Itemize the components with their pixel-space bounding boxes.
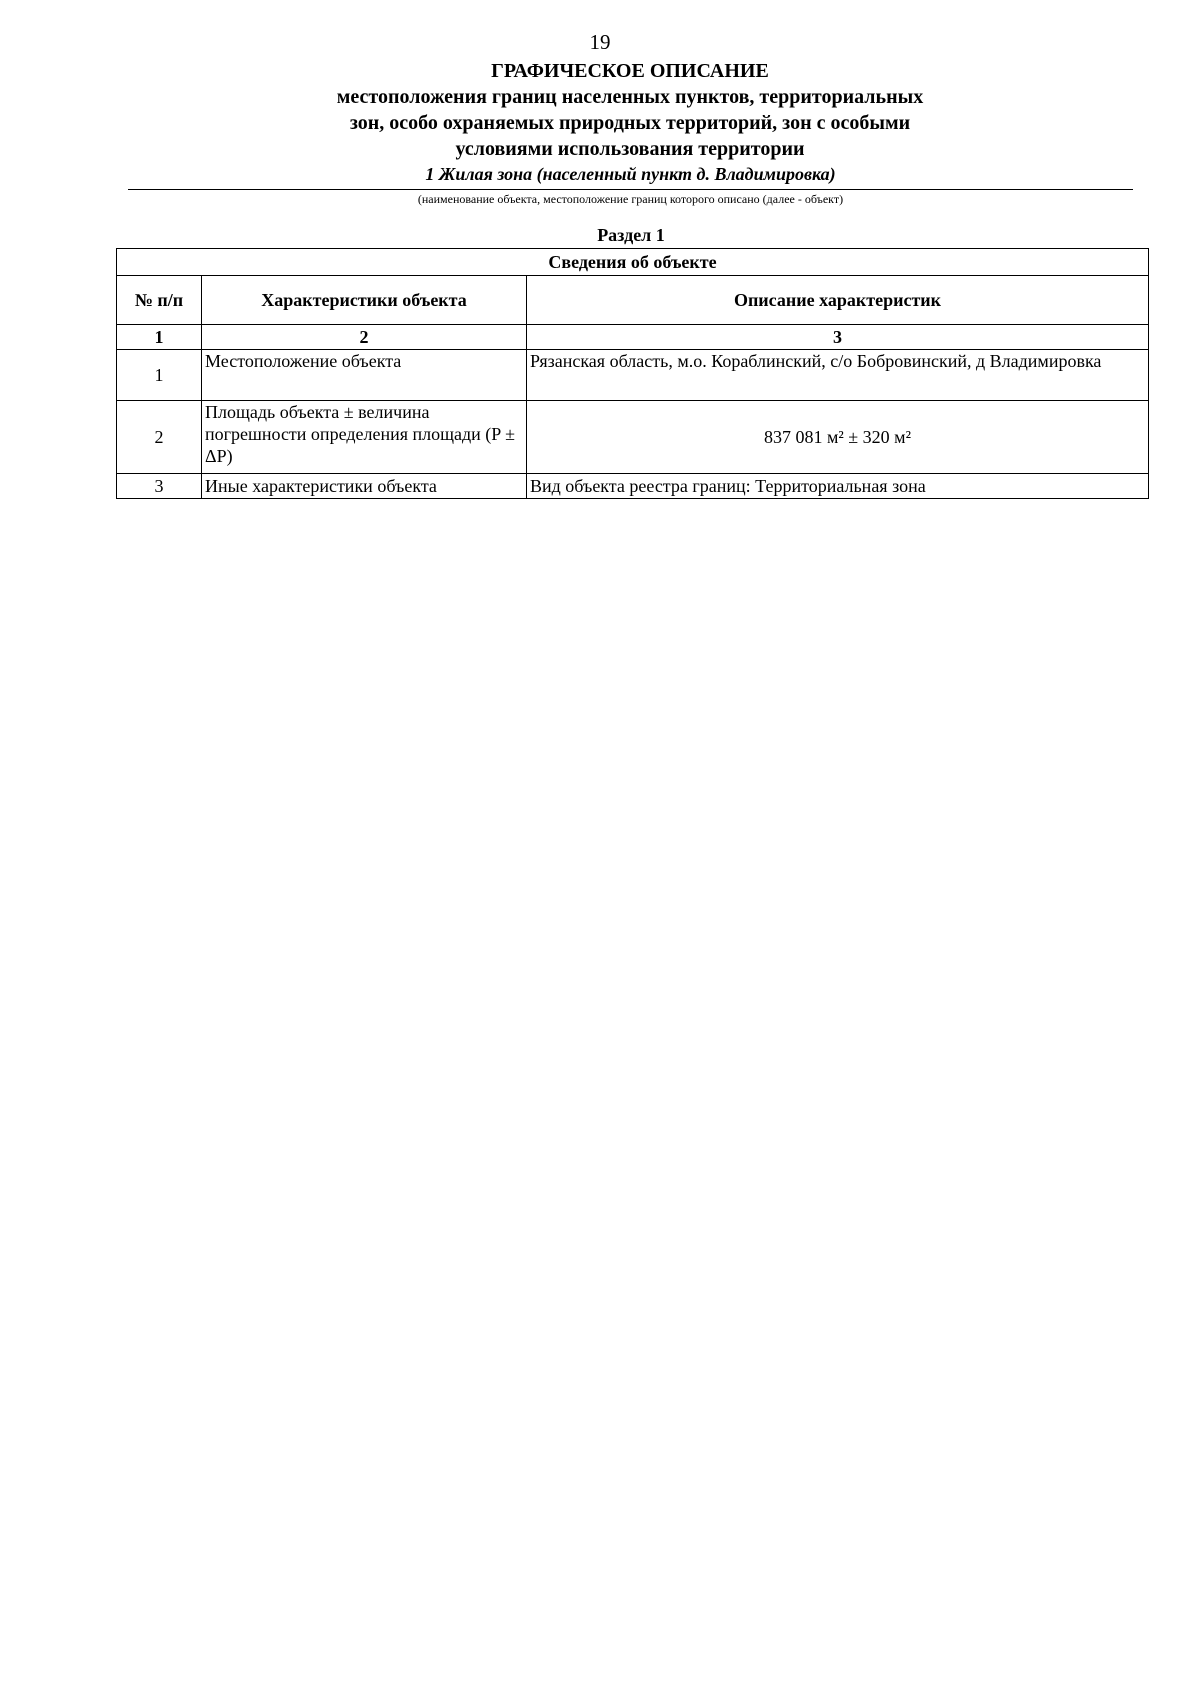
row-description: Вид объекта реестра границ: Территориальная зона: [527, 474, 1149, 499]
title-line-2: местоположения границ населенных пунктов, территориальных: [336, 86, 924, 108]
row-characteristic: Местоположение объекта: [202, 350, 527, 401]
table-header-row: [117, 276, 1149, 325]
table-row: [117, 474, 1149, 499]
title-line-1: ГРАФИЧЕСКОЕ ОПИСАНИЕ: [491, 60, 769, 82]
document-title: [200, 58, 1060, 162]
table-caption-row: [117, 249, 1149, 276]
column-number: 2: [202, 325, 527, 350]
title-line-3: зон, особо охраняемых природных территорий, зон с особыми: [349, 112, 911, 134]
header-num: № п/п: [117, 276, 202, 325]
row-description: 837 081 м² ± 320 м²: [527, 401, 1149, 474]
header-description: Описание характеристик: [527, 276, 1149, 325]
title-line-4: условиями использования территории: [455, 138, 805, 160]
table-row: [117, 401, 1149, 474]
row-description: Рязанская область, м.о. Кораблинский, с/о Бобровинский, д Владимировка: [527, 350, 1149, 401]
object-name-underline: [128, 189, 1133, 190]
object-caption: (наименование объекта, местоположение границ которого описано (далее - объект): [417, 192, 844, 206]
row-characteristic: Площадь объекта ± величина погрешности определения площади (P ± ΔP): [202, 401, 527, 474]
column-number: 3: [527, 325, 1149, 350]
header-characteristic: Характеристики объекта: [202, 276, 527, 325]
row-num: 2: [117, 401, 202, 474]
section-title: Раздел 1: [597, 225, 665, 245]
row-characteristic: Иные характеристики объекта: [202, 474, 527, 499]
table-caption: Сведения об объекте: [117, 249, 1149, 276]
row-num: 1: [117, 350, 202, 401]
column-number-row: [117, 325, 1149, 350]
table-row: [117, 350, 1149, 401]
object-name: 1 Жилая зона (населенный пункт д. Владимировка): [425, 164, 836, 184]
row-num: 3: [117, 474, 202, 499]
column-number: 1: [117, 325, 202, 350]
page-number: 19: [589, 30, 611, 54]
object-info-table: [116, 248, 1149, 499]
